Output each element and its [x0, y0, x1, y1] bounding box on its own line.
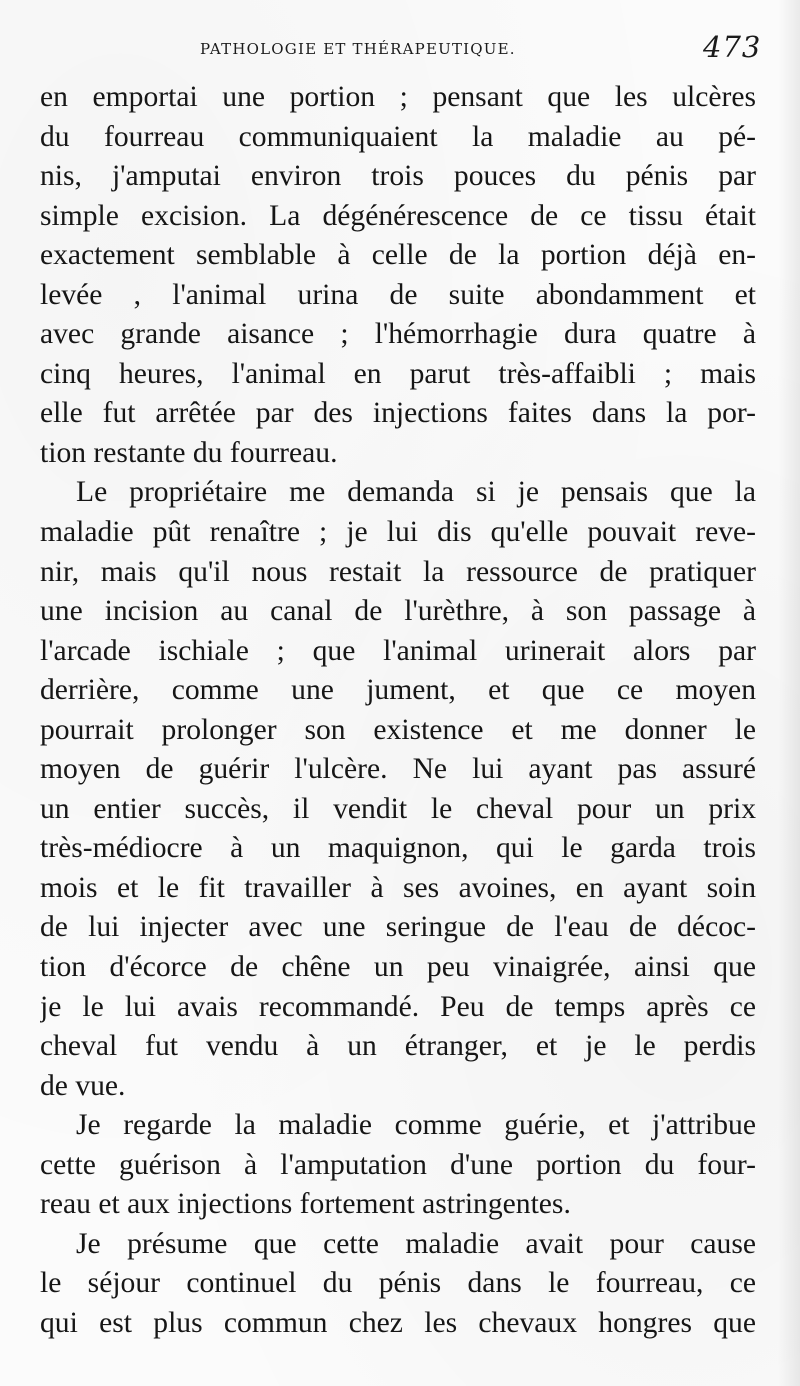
text-line: elle fut arrêtée par des injections faites dans la por- [40, 397, 756, 430]
running-title: PATHOLOGIE ET THÉRAPEUTIQUE. [200, 40, 516, 58]
text-line: un entier succès, il vendit le cheval pour un prix [40, 792, 756, 825]
text-line: du fourreau communiquaient la maladie au pé- [40, 120, 756, 153]
text-line: de lui injecter avec une seringue de l'eau de décoc- [40, 911, 756, 944]
text-line: cette guérison à l'amputation d'une portion du four- [40, 1148, 756, 1181]
text-line: exactement semblable à celle de la portion déjà en- [40, 239, 756, 272]
text-line: levée , l'animal urina de suite abondamment et [40, 278, 756, 311]
text-line: Le propriétaire me demanda si je pensais que la [76, 476, 756, 509]
text-line: avec grande aisance ; l'hémorrhagie dura quatre à [40, 318, 756, 351]
body-text [40, 78, 756, 1344]
text-line: nir, mais qu'il nous restait la ressource de pratiquer [40, 555, 756, 588]
text-line: qui est plus commun chez les chevaux hongres que [40, 1306, 756, 1339]
text-line: cheval fut vendu à un étranger, et je le perdis [40, 1030, 756, 1063]
text-line: simple excision. La dégénérescence de ce tissu était [40, 199, 756, 232]
paragraph [40, 1225, 756, 1344]
text-line: derrière, comme une jument, et que ce moyen [40, 674, 756, 707]
text-line: tion restante du fourreau. [40, 436, 338, 469]
text-line: moyen de guérir l'ulcère. Ne lui ayant pas assuré [40, 753, 756, 786]
text-line: cinq heures, l'animal en parut très-affaibli ; mais [40, 357, 756, 390]
text-line: de vue. [40, 1069, 126, 1102]
text-line: nis, j'amputai environ trois pouces du pénis par [40, 160, 756, 193]
text-line: tion d'écorce de chêne un peu vinaigrée, ainsi que [40, 951, 756, 984]
paragraph [40, 78, 756, 473]
text-line: mois et le fit travailler à ses avoines, en ayant soin [40, 871, 756, 904]
text-line: en emportai une portion ; pensant que les ulcères [40, 81, 756, 113]
text-line: très-médiocre à un maquignon, qui le garda trois [40, 832, 756, 865]
text-line: reau et aux injections fortement astringentes. [40, 1188, 571, 1221]
text-line: pourrait prolonger son existence et me donner le [40, 713, 756, 746]
paragraph [40, 473, 756, 1106]
page-number: 473 [703, 30, 762, 64]
text-line: le séjour continuel du pénis dans le fourreau, ce [40, 1267, 756, 1300]
text-line: je le lui avais recommandé. Peu de temps après ce [40, 990, 756, 1023]
text-line: Je regarde la maladie comme guérie, et j'attribue [76, 1109, 756, 1142]
text-line: l'arcade ischiale ; que l'animal urinerait alors par [40, 634, 756, 667]
paragraph [40, 1106, 756, 1225]
text-line: Je présume que cette maladie avait pour cause [76, 1227, 756, 1260]
text-line: maladie pût renaître ; je lui dis qu'elle pouvait reve- [40, 516, 756, 549]
text-line: une incision au canal de l'urèthre, à son passage à [40, 595, 756, 628]
